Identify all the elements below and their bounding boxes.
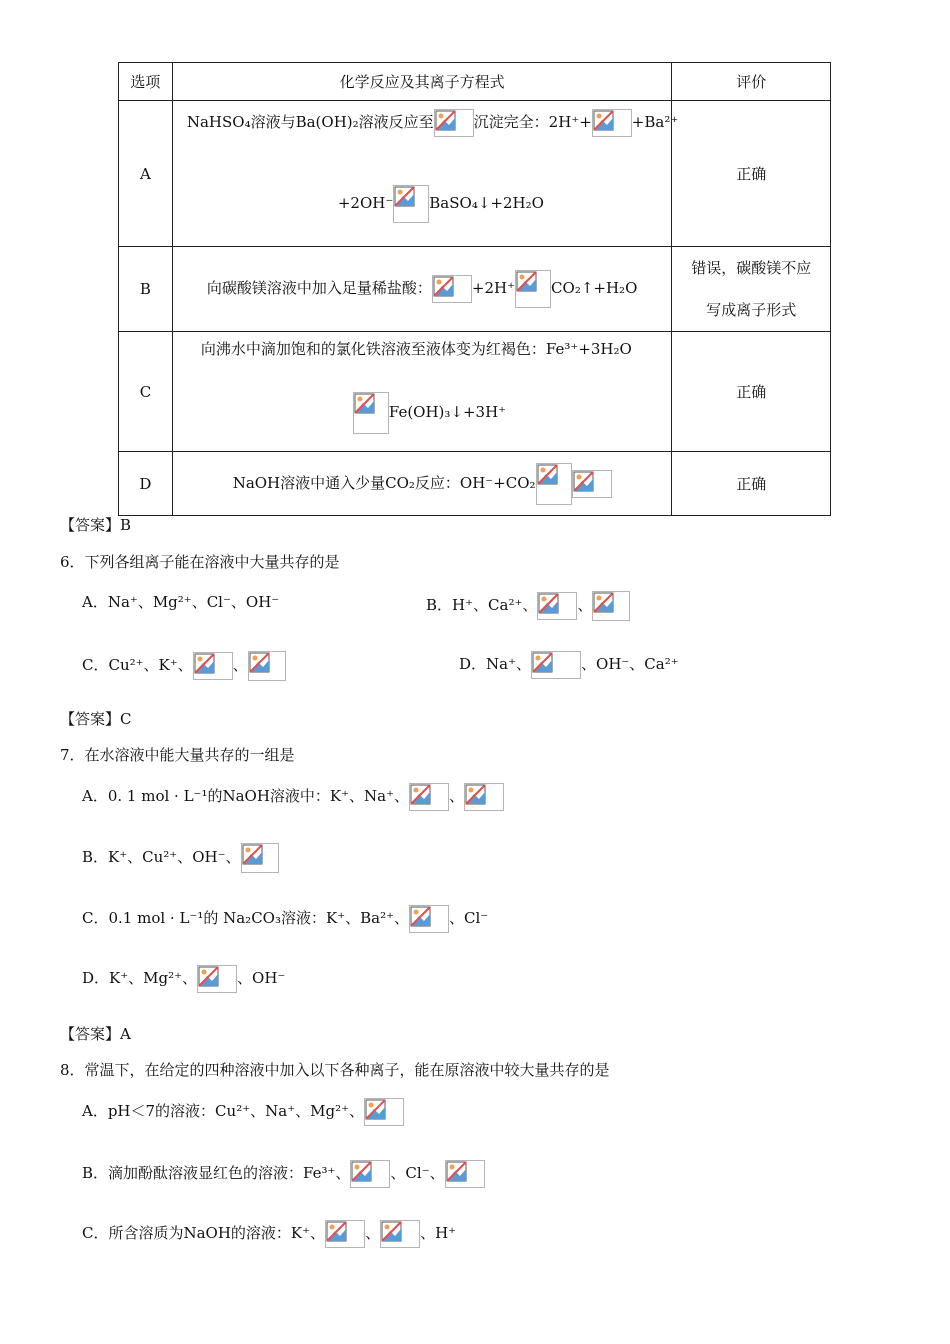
q8-option-c xyxy=(82,1220,456,1248)
q8-stem: 8．常温下，在给定的四种溶液中加入以下各种离子，能在原溶液中较大量共存的是 xyxy=(60,1061,610,1079)
q6-option-a: A．Na⁺、Mg²⁺、Cl⁻、OH⁻ xyxy=(82,593,280,611)
row-a-eq-part2: 沉淀完全：2H⁺+ xyxy=(473,113,592,131)
q7-option-a xyxy=(82,783,504,811)
q6-c-sep: 、 xyxy=(232,656,248,674)
q6-option-b-text: B．H⁺、Ca²⁺、 xyxy=(426,596,538,614)
broken-image-icon xyxy=(409,783,449,811)
broken-image-icon xyxy=(592,109,632,137)
q6-option-d-pre: D．Na⁺、 xyxy=(459,655,532,673)
broken-image-icon xyxy=(515,270,551,308)
row-b-option: B xyxy=(119,247,173,332)
header-option: 选项 xyxy=(119,63,173,101)
broken-image-icon xyxy=(536,463,572,505)
row-b-evaluation xyxy=(672,247,831,332)
row-d-option: D xyxy=(119,452,173,516)
reaction-evaluation-table xyxy=(118,62,831,516)
q6-option-b xyxy=(426,591,630,621)
answer-q6: 【答案】C xyxy=(60,710,132,728)
row-b-eval-line2: 写成离子形式 xyxy=(706,301,797,319)
broken-image-icon xyxy=(380,1220,420,1248)
broken-image-icon xyxy=(393,185,429,223)
row-b-eq-part1: 向碳酸镁溶液中加入足量稀盐酸： xyxy=(206,279,432,297)
q8-option-a xyxy=(82,1098,404,1126)
broken-image-icon xyxy=(531,651,581,679)
row-a-evaluation: 正确 xyxy=(672,101,831,247)
broken-image-icon xyxy=(409,905,449,933)
q7-option-d-post: 、OH⁻ xyxy=(237,969,286,987)
row-a-line1 xyxy=(187,109,678,137)
q7-option-a-text: A．0. 1 mol · L⁻¹的NaOH溶液中：K⁺、Na⁺、 xyxy=(82,787,410,805)
row-c-eq-part1: 向沸水中滴加饱和的氯化铁溶液至液体变为红褐色：Fe³⁺+3H₂O xyxy=(200,340,632,358)
q7-option-b-text: B．K⁺、Cu²⁺、OH⁻、 xyxy=(82,848,241,866)
q7-option-c xyxy=(82,905,488,933)
broken-image-icon xyxy=(537,592,577,620)
header-evaluation: 评价 xyxy=(672,63,831,101)
row-b-eq-part2: +2H⁺ xyxy=(471,279,516,297)
broken-image-icon xyxy=(325,1220,365,1248)
q7-option-d xyxy=(82,965,285,993)
row-c-evaluation: 正确 xyxy=(672,332,831,452)
row-b-eq-part3: CO₂↑+H₂O xyxy=(551,279,638,297)
header-equation: 化学反应及其离子方程式 xyxy=(172,63,672,101)
broken-image-icon xyxy=(197,965,237,993)
broken-image-icon xyxy=(592,591,630,621)
broken-image-icon xyxy=(364,1098,404,1126)
q8-option-b-mid: 、Cl⁻、 xyxy=(390,1164,445,1182)
q6-option-c-text: C．Cu²⁺、K⁺、 xyxy=(82,656,193,674)
answer-q5: 【答案】B xyxy=(60,516,132,534)
broken-image-icon xyxy=(434,109,474,137)
q7-option-c-pre: C．0.1 mol · L⁻¹的 Na₂CO₃溶液：K⁺、Ba²⁺、 xyxy=(82,909,410,927)
row-a-eq-part3: +Ba²⁺ xyxy=(631,113,679,131)
broken-image-icon xyxy=(241,843,279,873)
q7-option-c-post: 、Cl⁻ xyxy=(449,909,489,927)
q7-option-d-pre: D．K⁺、Mg²⁺、 xyxy=(82,969,198,987)
broken-image-icon xyxy=(353,392,389,434)
broken-image-icon xyxy=(350,1160,390,1188)
q6-option-d xyxy=(459,651,679,679)
row-a-eq-part4: +2OH⁻ xyxy=(337,194,394,212)
q6-option-d-post: 、OH⁻、Ca²⁺ xyxy=(581,655,679,673)
row-b-eval-line1: 错误，碳酸镁不应 xyxy=(691,259,812,277)
broken-image-icon xyxy=(248,651,286,681)
row-c-option: C xyxy=(119,332,173,452)
row-c-line2 xyxy=(353,392,506,434)
q8-option-b xyxy=(82,1160,485,1188)
q8-option-c-post: 、H⁺ xyxy=(420,1224,457,1242)
row-d-eq-part1: NaOH溶液中通入少量CO₂反应：OH⁻+CO₂ xyxy=(232,473,536,492)
row-a-option: A xyxy=(119,101,173,247)
q8-option-b-pre: B．滴加酚酞溶液显红色的溶液：Fe³⁺、 xyxy=(82,1164,351,1182)
row-a-equation xyxy=(172,101,679,247)
q8-option-a-text: A．pH＜7的溶液：Cu²⁺、Na⁺、Mg²⁺、 xyxy=(82,1102,365,1120)
q7-stem: 7．在水溶液中能大量共存的一组是 xyxy=(60,746,295,764)
broken-image-icon xyxy=(445,1160,485,1188)
row-d-evaluation: 正确 xyxy=(672,452,831,516)
broken-image-icon xyxy=(464,783,504,811)
row-b-equation xyxy=(172,247,672,332)
q6-stem: 6．下列各组离子能在溶液中大量共存的是 xyxy=(60,553,340,571)
broken-image-icon xyxy=(572,470,612,498)
broken-image-icon xyxy=(193,652,233,680)
row-c-eq-part2: Fe(OH)₃↓+3H⁺ xyxy=(388,403,507,421)
q8-option-c-pre: C．所含溶质为NaOH的溶液：K⁺、 xyxy=(82,1224,326,1242)
q6-option-c xyxy=(82,651,286,681)
q8-c-sep: 、 xyxy=(365,1224,381,1242)
q7-a-sep: 、 xyxy=(449,787,465,805)
row-d-equation xyxy=(172,452,672,516)
answer-q7: 【答案】A xyxy=(60,1025,131,1043)
row-a-line2 xyxy=(338,185,544,223)
q7-option-b xyxy=(82,843,279,873)
row-a-eq-part5: BaSO₄↓+2H₂O xyxy=(429,194,544,212)
row-a-eq-part1: NaHSO₄溶液与Ba(OH)₂溶液反应至 xyxy=(186,113,434,131)
row-c-equation xyxy=(172,332,672,452)
q6-b-sep: 、 xyxy=(577,596,593,614)
broken-image-icon xyxy=(432,275,472,303)
